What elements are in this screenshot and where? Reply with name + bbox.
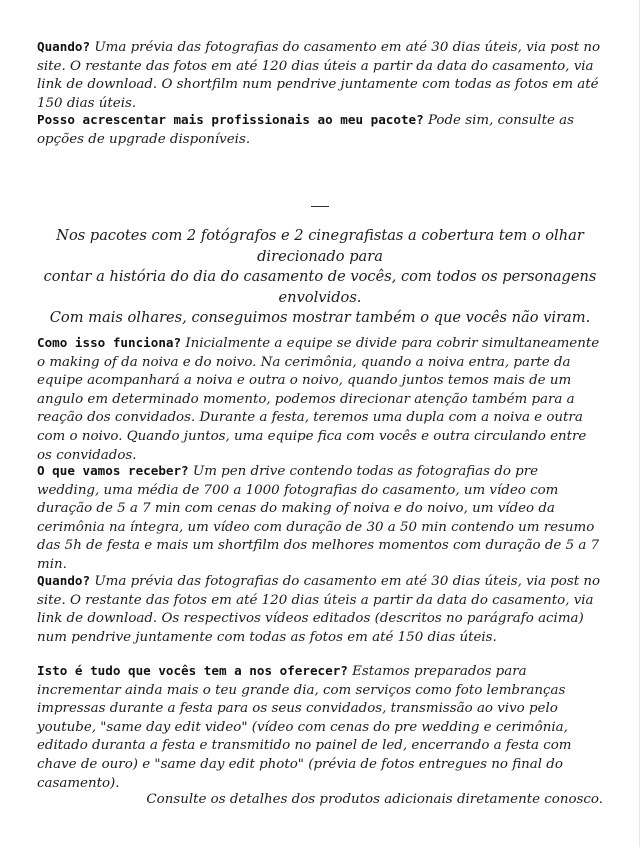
intro-line: Com mais olhares, conseguimos mostrar também o que vocês não viram. [49, 309, 591, 326]
faq-item-how-it-works [37, 334, 603, 465]
faq-answer: Inicialmente a equipe se divide para cobrir simultaneamente o making of da noiva e do noivo. Na cerimônia, quando a noiva entra, parte da equipe acompanhará a noiva e outra o noivo, quando juntos temos mais de um angulo em determinado momento, podemos direcionar atenção também para a reação dos convidados. Durante a festa, teremos uma dupla com a noiva e outra com o noivo. Quando juntos, uma equipe fica com vocês e outra circulando entre os convidados. [37, 336, 600, 463]
faq-answer: Pode sim, consulte as opções de upgrade disponíveis. [37, 113, 574, 147]
faq-question: Quando? [37, 573, 91, 588]
intro-statement [30, 226, 610, 329]
faq-item-extra-services [37, 662, 603, 793]
faq-item-delivery-time [37, 572, 603, 647]
faq-answer: Uma prévia das fotografias do casamento em até 30 dias úteis, via post no site. O restante das fotos em até 120 dias úteis a partir da data do casamento, via link de download. Os respectivos vídeos editados (descritos no parágrafo acima) num pendrive juntamente com todas as fotos em até 150 dias úteis. [37, 574, 601, 645]
faq-question: Isto é tudo que vocês tem a nos oferecer? [37, 663, 348, 678]
faq-question: Quando? [37, 39, 91, 54]
faq-answer: Uma prévia das fotografias do casamento em até 30 dias úteis, via post no site. O restante das fotos em até 120 dias úteis a partir da data do casamento, via link de download. O shortfilm num pendrive juntamente com todas as fotos em até 150 dias úteis. [37, 40, 601, 111]
section-divider [311, 206, 329, 207]
faq-item-what-we-receive [37, 462, 603, 575]
faq-item-delivery-time [37, 38, 603, 113]
closing-note: Consulte os detalhes dos produtos adicionais diretamente conosco. [146, 792, 603, 807]
faq-item-add-professionals [37, 111, 603, 149]
faq-question: Como isso funciona? [37, 335, 182, 350]
faq-question: O que vamos receber? [37, 463, 189, 478]
intro-line: Nos pacotes com 2 fotógrafos e 2 cinegrafistas a cobertura tem o olhar direcionado para [56, 227, 584, 265]
faq-question: Posso acrescentar mais profissionais ao meu pacote? [37, 112, 424, 127]
faq-answer: Um pen drive contendo todas as fotografias do pre wedding, uma média de 700 a 1000 fotografias do casamento, um vídeo com duração de 5 a 7 min com cenas do making of noiva e do noivo, um vídeo da cerimônia na íntegra, um vídeo com duração de 30 a 50 min contendo um resumo das 5h de festa e mais um shortfilm dos melhores momentos com duração de 5 a 7 min. [37, 464, 600, 572]
intro-line: contar a história do dia do casamento de vocês, com todos os personagens envolvidos. [43, 268, 597, 306]
faq-answer: Estamos preparados para incrementar ainda mais o teu grande dia, com serviços como foto lembranças impressas durante a festa para os seus convidados, transmissão ao vivo pelo youtube, "same day edit video" (vídeo com cenas do pre wedding e cerimônia, editado duranta a festa e transmitido no painel de led, encerrando a festa com chave de ouro) e "same day edit photo" (prévia de fotos entregues no final do casamento). [37, 664, 572, 791]
